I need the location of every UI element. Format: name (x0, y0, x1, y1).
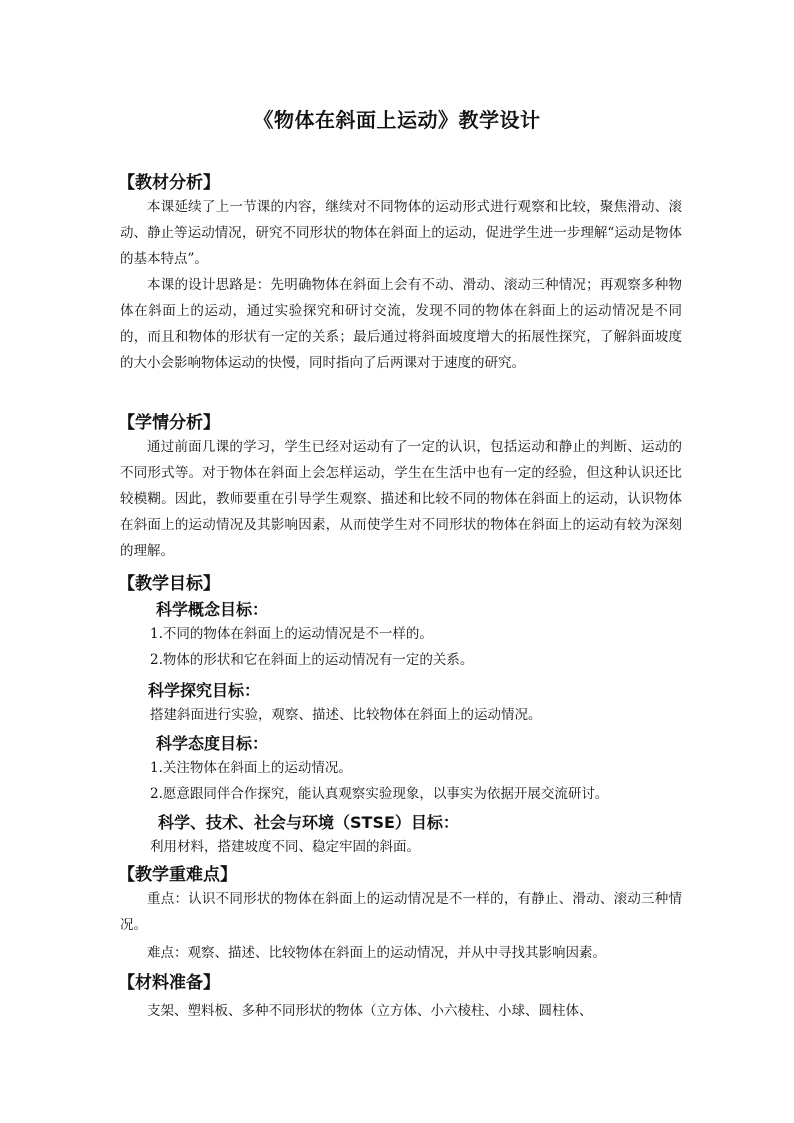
paragraph-materials: 支架、塑料板、多种不同形状的物体（立方体、小六棱柱、小球、圆柱体、 (147, 1003, 593, 1019)
attitude-goal-item: 2.愿意跟同伴合作探究，能认真观察实验现象，以事实为依据开展交流研讨。 (150, 786, 609, 802)
document-title: 《物体在斜面上运动》教学设计 (253, 108, 541, 132)
stse-goal-item: 利用材料，搭建坡度不同、稳定牢固的斜面。 (150, 839, 420, 855)
paragraph-material-analysis-2: 本课的设计思路是：先明确物体在斜面上会有不动、滑动、滚动三种情况；再观察多种物体在斜面上的运动，通过实验探究和研讨交流，发现不同的物体在斜面上的运动情况是不同的，而且和物体的形状有一定的关系；最后通过将斜面坡度增大的拓展性探究，了解斜面坡度的大小会影响物体运动的快慢，同时指向了后两课对于速度的研究。 (120, 277, 682, 371)
heading-objectives: 【教学目标】 (118, 574, 220, 594)
attitude-goal-item: 1.关注物体在斜面上的运动情况。 (150, 760, 352, 776)
paragraph-material-analysis-1: 本课延续了上一节课的内容，继续对不同物体的运动形式进行观察和比较，聚焦滑动、滚动、静止等运动情况，研究不同形状的物体在斜面上的运动，促进学生进一步理解“运动是物体的基本特点”。 (120, 199, 682, 267)
paragraph-key-focus: 重点：认识不同形状的物体在斜面上的运动情况是不一样的，有静止、滑动、滚动三种情况。 (120, 891, 682, 933)
heading-learner-analysis: 【学情分析】 (118, 413, 220, 433)
stse-goal-label: 科学、技术、社会与环境（STSE）目标： (158, 813, 459, 832)
paragraph-key-difficulty: 难点：观察、描述、比较物体在斜面上的运动情况，并从中寻找其影响因素。 (147, 945, 606, 961)
concept-goal-item: 1.不同的物体在斜面上的运动情况是不一样的。 (150, 626, 433, 642)
attitude-goal-label: 科学态度目标： (156, 734, 269, 753)
heading-material-analysis: 【教材分析】 (118, 173, 220, 193)
heading-key-points: 【教学重难点】 (118, 865, 237, 885)
inquiry-goal-item: 搭建斜面进行实验，观察、描述、比较物体在斜面上的运动情况。 (150, 707, 542, 723)
inquiry-goal-label: 科学探究目标： (148, 681, 261, 700)
paragraph-learner-analysis: 通过前面几课的学习，学生已经对运动有了一定的认识，包括运动和静止的判断、运动的不同形式等。对于物体在斜面上会怎样运动，学生在生活中也有一定的经验，但这种认识还比较模糊。因此，教师要重在引导学生观察、描述和比较不同的物体在斜面上的运动，认识物体在斜面上的运动情况及其影响因素，从而使学生对不同形状的物体在斜面上的运动有较为深刻的理解。 (120, 439, 682, 559)
concept-goal-label: 科学概念目标： (156, 600, 269, 619)
heading-materials: 【材料准备】 (118, 973, 220, 993)
concept-goal-item: 2.物体的形状和它在斜面上的运动情况有一定的关系。 (150, 652, 474, 668)
